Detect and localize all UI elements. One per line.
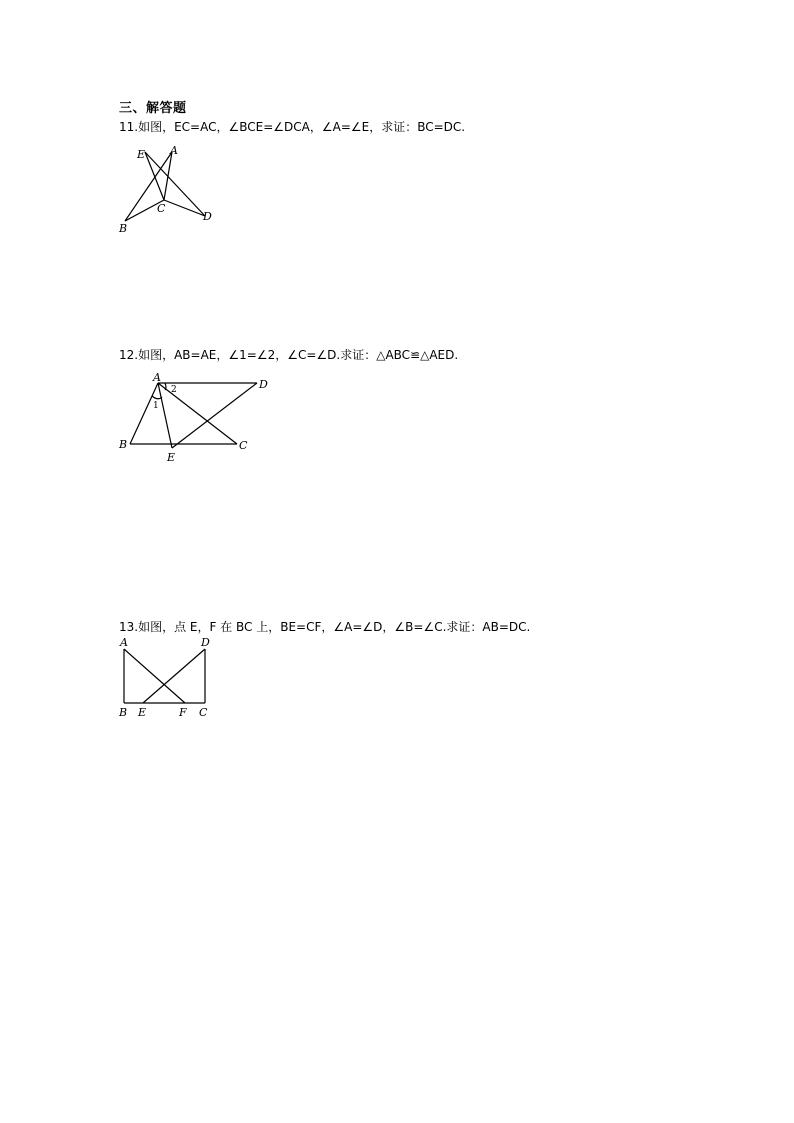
label-a: A	[153, 371, 161, 384]
segment-af	[124, 649, 185, 703]
label-c: C	[199, 706, 208, 719]
label-d: D	[203, 210, 212, 223]
problem-13-text: 13.如图，点 E，F 在 BC 上，BE=CF，∠A=∠D，∠B=∠C.求证：AB=DC.	[119, 620, 531, 634]
segment-ac	[158, 383, 237, 444]
label-angle-1: 1	[153, 401, 159, 411]
problem-12-text: 12.如图，AB=AE，∠1=∠2，∠C=∠D.求证：△ABC≌△AED.	[119, 348, 459, 362]
segment-eb	[145, 152, 164, 200]
angle-2-arc	[165, 383, 166, 390]
label-d: D	[201, 636, 210, 649]
label-e: E	[167, 451, 176, 464]
label-f: F	[179, 706, 187, 719]
label-c: C	[239, 439, 248, 452]
problem-13-figure	[115, 636, 225, 721]
problem-11-figure	[115, 140, 225, 235]
segment-de	[143, 649, 205, 703]
label-e: E	[138, 706, 147, 719]
label-e: E	[137, 148, 146, 161]
segment-cd	[164, 200, 205, 216]
label-angle-2: 2	[171, 385, 177, 395]
segment-ac	[164, 152, 172, 200]
section-title: 三、解答题	[119, 101, 187, 116]
label-a: A	[120, 636, 128, 649]
label-b: B	[119, 222, 128, 235]
label-d: D	[259, 378, 268, 391]
problem-12-figure	[115, 368, 285, 468]
problem-11-text: 11.如图，EC=AC，∠BCE=∠DCA，∠A=∠E，求证：BC=DC.	[119, 120, 466, 134]
segment-ab	[130, 383, 158, 444]
label-b: B	[119, 438, 128, 451]
label-c: C	[157, 202, 166, 215]
label-b: B	[119, 706, 128, 719]
segment-ed	[145, 152, 205, 216]
label-a: A	[170, 144, 178, 157]
